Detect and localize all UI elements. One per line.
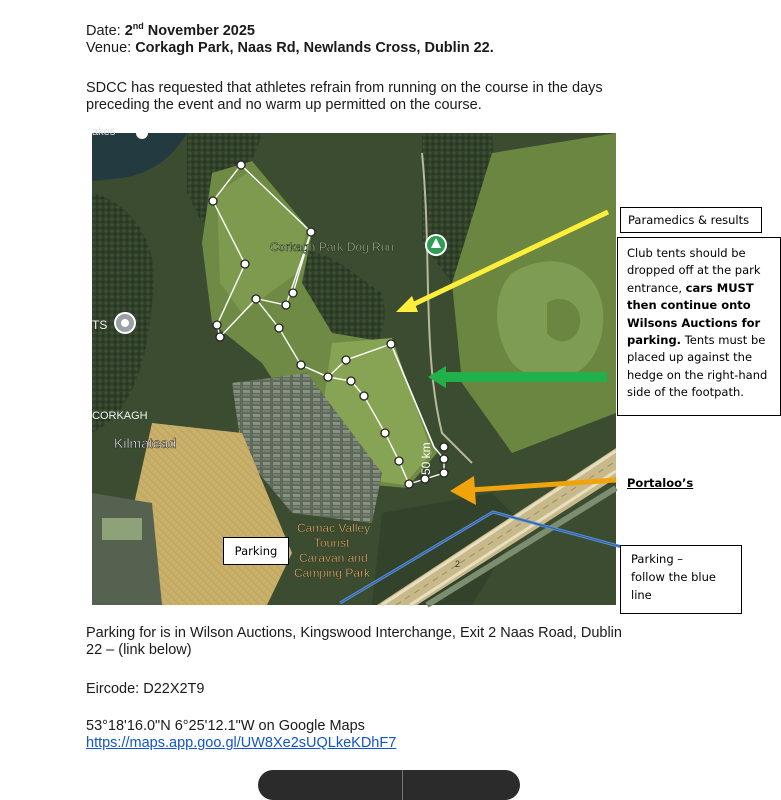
map-label-ts: TS xyxy=(92,318,108,332)
notice-line-2: preceding the event and no warm up permitted on the course. xyxy=(86,97,482,113)
bottom-toolbar[interactable] xyxy=(258,770,520,800)
event-date: Date: 2nd November 2025 xyxy=(86,21,255,39)
map-label-distance: 50 km xyxy=(419,442,433,475)
portaloos-label: Portaloo’s xyxy=(627,476,694,490)
eircode: Eircode: D22X2T9 xyxy=(86,681,205,697)
tents-callout: Club tents should be dropped off at the park entrance, cars MUST then continue onto Wilsons Auctions for parking. Tents must be placed up against the hedge on the right-hand side of the footpath. xyxy=(617,237,781,416)
blue-parking-line xyxy=(340,512,622,603)
green-arrow xyxy=(440,372,607,382)
coordinates: 53°18'16.0"N 6°25'12.1"W on Google Maps xyxy=(86,718,365,734)
svg-text:Caravan and: Caravan and xyxy=(299,551,368,565)
svg-text:Tourist: Tourist xyxy=(314,536,350,550)
svg-text:Camac Valley: Camac Valley xyxy=(297,521,371,535)
parking-info-line-2: 22 – (link below) xyxy=(86,642,192,658)
parking-info-line-1: Parking for is in Wilson Auctions, Kingswood Interchange, Exit 2 Naas Road, Dublin xyxy=(86,625,622,641)
parking-label-box: Parking xyxy=(223,537,289,565)
notice-line-1: SDCC has requested that athletes refrain from running on the course in the days xyxy=(86,80,603,96)
svg-text:Camping Park: Camping Park xyxy=(294,566,371,580)
map-label-top: akes xyxy=(92,126,116,138)
event-venue: Venue: Corkagh Park, Naas Rd, Newlands Cross, Dublin 22. xyxy=(86,40,494,56)
paramedics-callout: Paramedics & results xyxy=(620,207,762,233)
map-label-corkagh: CORKAGH xyxy=(92,410,148,422)
orange-arrow xyxy=(470,480,616,490)
map-label-road: 2 xyxy=(455,559,461,569)
parking-blue-callout: Parking – follow the blue line xyxy=(620,545,742,614)
map-label-kilmatead: Kilmatead xyxy=(114,435,177,451)
yellow-arrow xyxy=(410,212,608,306)
map-label-dog-run: Corkagh Park Dog Run xyxy=(270,240,395,254)
google-maps-link[interactable]: https://maps.app.goo.gl/UW8Xe2sUQLkeKDhF7 xyxy=(86,735,397,751)
